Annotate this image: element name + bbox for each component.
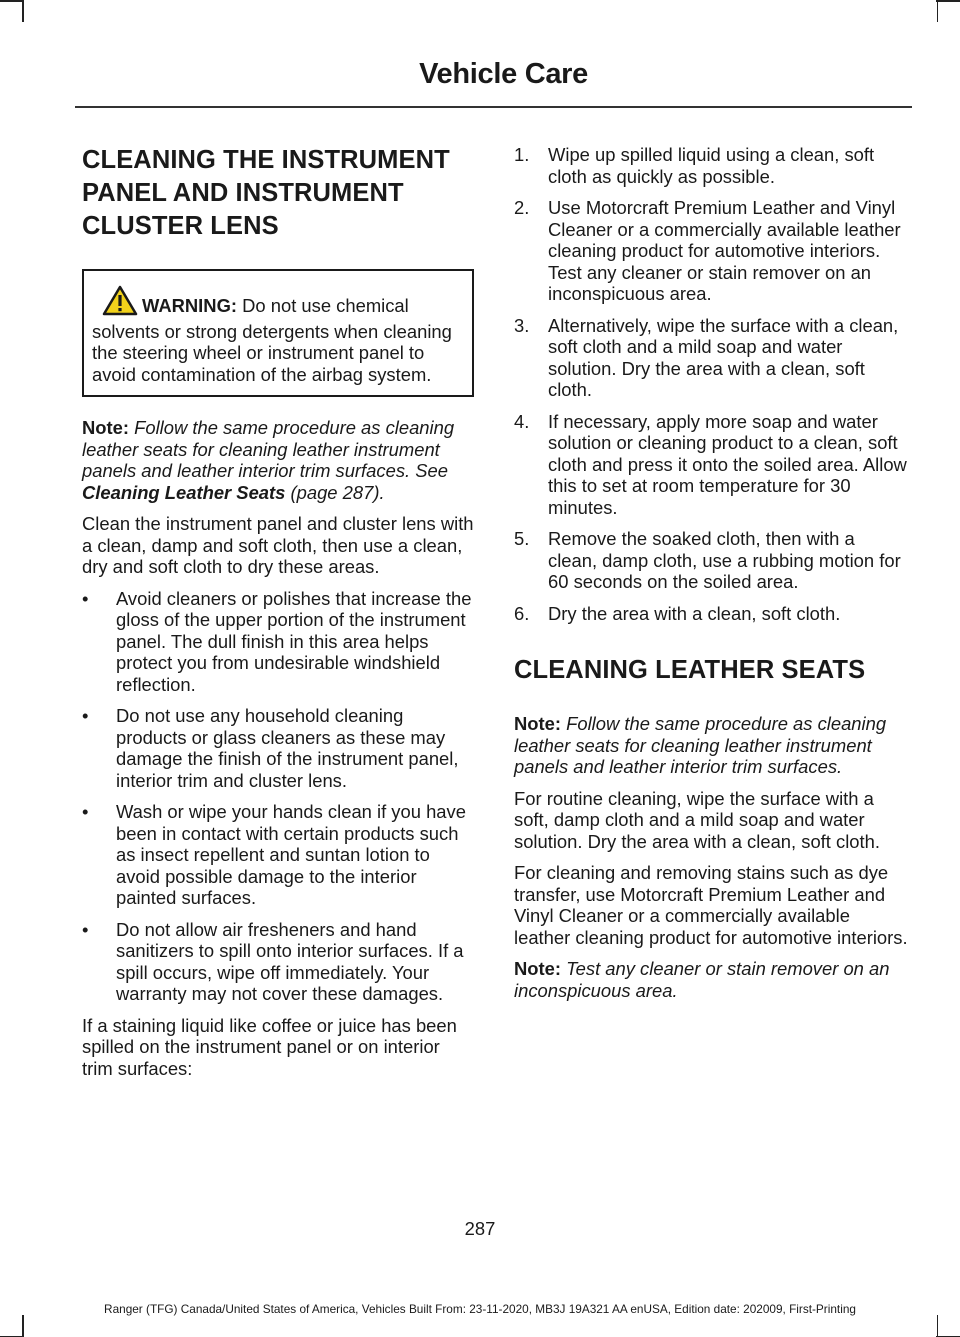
- step-item: [514, 603, 908, 625]
- step-number: 2.: [514, 197, 530, 218]
- header-rule: [75, 106, 912, 108]
- crop-mark: [936, 0, 960, 2]
- outro-paragraph: If a staining liquid like coffee or juice has been spilled on the instrument panel or on interior trim surfaces:: [82, 1014, 457, 1079]
- warning-box: [82, 269, 474, 397]
- list-item: [82, 588, 474, 696]
- bullet-symbol: •: [82, 705, 89, 726]
- crop-mark: [937, 1315, 939, 1337]
- note-text: Follow the same procedure as cleaning leather seats for cleaning leather instrument panels and leather interior trim surfaces. See: [82, 417, 455, 481]
- numbered-steps: [514, 144, 908, 624]
- list-item-text: Do not use any household cleaning products or glass cleaners as these may damage the finish of the instrument panel, interior trim and cluster lens.: [116, 705, 459, 791]
- cross-reference-link[interactable]: Cleaning Leather Seats: [82, 481, 286, 503]
- warning-text: Do not use chemical solvents or strong detergents when cleaning the steering wheel or instrument panel to avoid contamination of the airbag system.: [92, 295, 452, 385]
- step-text: Alternatively, wipe the surface with a clean, soft cloth and a mild soap and water solution. Dry the area with a clean, soft cloth.: [548, 314, 899, 400]
- left-column: [82, 144, 474, 1089]
- stain-removal-paragraph: For cleaning and removing stains such as dye transfer, use Motorcraft Premium Leather and Vinyl Cleaner or a commercially available leather cleaning product for automotive interiors.: [514, 862, 908, 948]
- note-paragraph: [82, 417, 474, 503]
- note-label: Note:: [82, 417, 129, 438]
- right-column: [514, 144, 908, 1011]
- list-item: [82, 919, 474, 1005]
- bullet-symbol: •: [82, 587, 89, 609]
- crop-mark: [22, 0, 24, 22]
- page-header-title: Vehicle Care: [419, 58, 588, 90]
- list-item: [82, 705, 474, 791]
- step-item: [514, 411, 908, 519]
- note-paragraph: [514, 713, 908, 778]
- page-reference: (page 287).: [285, 481, 385, 503]
- crop-mark: [22, 1315, 24, 1337]
- note-text: Follow the same procedure as cleaning leather seats for cleaning leather instrument panels and leather interior trim surfaces.: [514, 713, 887, 777]
- step-number: 6.: [514, 602, 530, 624]
- list-item-text: Avoid cleaners or polishes that increase the gloss of the upper portion of the instrument panel. The dull finish in this area helps protect you from undesirable windshield reflection.: [116, 587, 472, 695]
- bullet-list: [82, 588, 474, 1005]
- note-label: Note:: [514, 713, 561, 734]
- list-item-text: Do not allow air fresheners and hand sanitizers to spill onto interior surfaces. If a spill occurs, wipe off immediately. Your warranty may not cover these damages.: [116, 918, 464, 1004]
- step-text: Wipe up spilled liquid using a clean, soft cloth as quickly as possible.: [548, 144, 875, 187]
- warning-triangle-icon: [102, 285, 138, 321]
- note-text: Test any cleaner or stain remover on an inconspicuous area.: [514, 958, 890, 1001]
- page-number: 287: [464, 1218, 496, 1239]
- note-paragraph: [514, 958, 908, 1001]
- intro-paragraph: Clean the instrument panel and cluster lens with a clean, damp and soft cloth, then use a clean, dry and soft cloth to dry these areas.: [82, 513, 474, 577]
- step-item: [514, 197, 908, 305]
- crop-mark: [0, 0, 24, 2]
- step-item: [514, 528, 908, 593]
- section-heading-leather-seats: CLEANING LEATHER SEATS: [514, 656, 866, 684]
- page-footer: Ranger (TFG) Canada/United States of America, Vehicles Built From: 23-11-2020, MB3J 19A321 AA enUSA, Edition date: 202009, First-Printing: [104, 1302, 856, 1316]
- bullet-symbol: •: [82, 918, 89, 940]
- note-label: Note:: [514, 958, 561, 979]
- bullet-symbol: •: [82, 801, 89, 822]
- step-text: Use Motorcraft Premium Leather and Vinyl Cleaner or a commercially available leather cleaning product for automotive interiors. Test any cleaner or stain remover on an inconspicuous area.: [548, 197, 901, 304]
- step-text: Dry the area with a clean, soft cloth.: [548, 602, 841, 624]
- step-item: [514, 315, 908, 401]
- step-number: 4.: [514, 410, 530, 432]
- step-number: 1.: [514, 144, 530, 165]
- step-number: 3.: [514, 314, 530, 336]
- list-item: [82, 801, 474, 909]
- step-text: Remove the soaked cloth, then with a clean, damp cloth, use a rubbing motion for 60 seconds on the soiled area.: [548, 528, 901, 592]
- step-number: 5.: [514, 528, 530, 549]
- section-heading-instrument-panel: CLEANING THE INSTRUMENT PANEL AND INSTRUMENT CLUSTER LENS: [82, 146, 450, 240]
- step-item: [514, 144, 908, 187]
- crop-mark: [937, 0, 939, 22]
- warning-label: WARNING:: [142, 295, 238, 316]
- routine-cleaning-paragraph: For routine cleaning, wipe the surface with a soft, damp cloth and a mild soap and water solution. Dry the area with a clean, soft cloth.: [514, 787, 880, 852]
- step-text: If necessary, apply more soap and water solution or cleaning product to a clean, soft cloth and press it onto the soiled area. Allow this to set at room temperature for 30 minutes.: [548, 410, 907, 518]
- list-item-text: Wash or wipe your hands clean if you have been in contact with certain products such as insect repellent and suntan lotion to avoid possible damage to the interior painted surfaces.: [116, 801, 466, 908]
